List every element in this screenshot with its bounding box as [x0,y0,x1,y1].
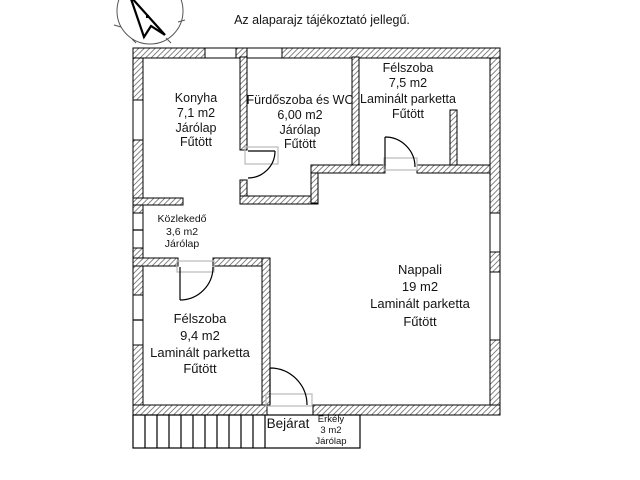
threshold-halfroom-top [384,158,417,170]
room-label-kozlekedo [157,213,206,251]
north-arrow-icon [114,0,185,44]
room-heating: Fűtött [284,137,316,152]
room-heating: Fűtött [180,135,212,150]
room-label-erkely [315,415,346,447]
room-floor: Laminált parketta [360,91,456,106]
compass-arrow [130,0,165,37]
threshold-halfroom-bottom [177,261,214,272]
room-area: 6,00 m2 [277,107,323,122]
door-entrance [270,368,307,405]
room-floor: Járólap [164,238,200,250]
room-label-felszoba-felso [360,61,456,122]
room-area: 19 m2 [401,279,439,295]
label-bejarat [267,416,310,431]
room-area: 7,1 m2 [176,105,216,120]
room-floor: Laminált parketta [150,344,250,360]
room-name: Félszoba [382,61,434,75]
room-floor: Laminált parketta [370,296,470,312]
wall-kitchen-bath-lower [240,180,247,196]
compass-center-dot [146,15,149,18]
room-heating: Fűtött [403,313,437,329]
room-label-felszoba-also [150,311,250,378]
wall-bottom-left [133,405,267,415]
room-label-furdoszoba [247,93,354,152]
wall-right-3 [490,340,500,405]
room-label-konyha [175,91,217,150]
threshold-entrance [266,394,312,406]
room-name: Félszoba [173,311,227,326]
room-floor: Járólap [279,122,321,137]
wall-halfroom-livingroom [262,258,270,405]
window-top-kitchen [205,48,236,58]
room-name: Közlekedő [157,213,207,225]
wall-livingroom-top-right [417,165,490,173]
room-area: 3,6 m2 [165,225,199,238]
room-label-nappali [370,261,470,330]
wall-livingroom-top-left [311,165,385,173]
window-left-kitchen [133,100,143,140]
room-area: 9,4 m2 [180,327,220,343]
wall-hall-bottom-left [133,258,178,266]
room-name: Bejárat [266,416,310,431]
stair-treads [145,415,265,448]
room-name: Nappali [397,262,443,277]
room-name: Fürdőszoba és WC [246,93,354,107]
wall-bath-bottom [240,196,318,204]
window-top-bathroom [247,48,282,58]
door-halfroom-top [385,137,415,167]
disclaimer-text: Az alaparajz tájékoztató jellegű. [234,13,410,27]
wall-top-left [133,48,205,58]
room-area: 7,5 m2 [388,76,428,91]
room-floor: Járólap [175,120,217,135]
room-name: Erkély [317,414,345,425]
window-right-1 [490,213,500,252]
wall-right-2 [490,252,500,272]
wall-top-right [282,48,500,58]
wall-left-3 [133,248,143,295]
wall-step-connector [311,173,318,203]
wall-hall-bottom-right [213,258,270,266]
wall-kitchen-bottom [133,198,183,205]
room-name: Konyha [174,91,218,105]
room-heating: Fűtött [183,361,217,377]
room-heating: Fűtött [392,106,424,121]
wall-right-1 [490,58,500,213]
room-area: 3 m2 [320,424,342,436]
wall-left-1 [133,58,143,100]
window-right-2 [490,272,500,340]
room-floor: Járólap [315,435,347,447]
